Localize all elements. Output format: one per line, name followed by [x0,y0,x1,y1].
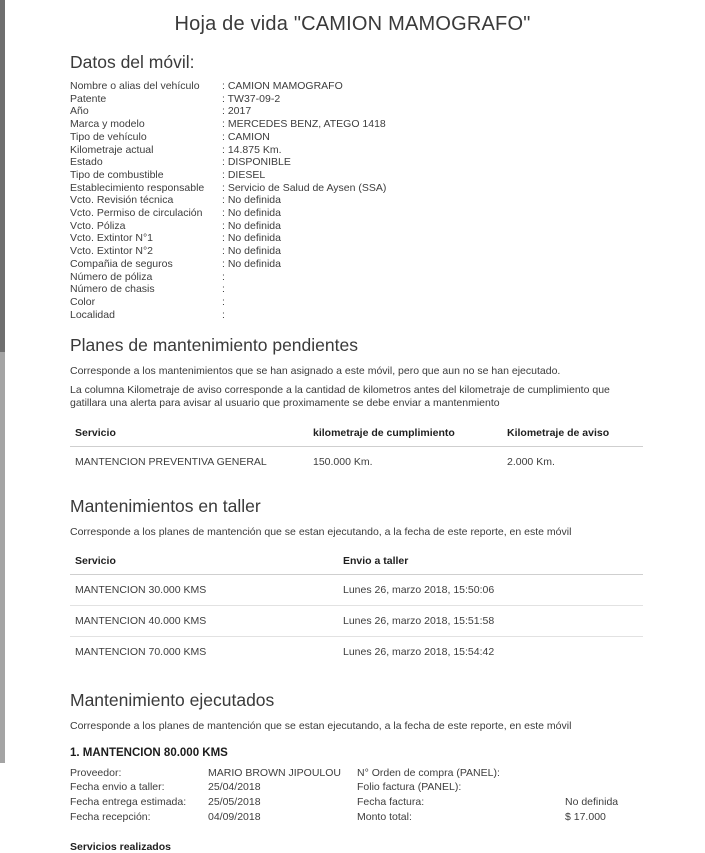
detail-row [70,795,643,810]
detail-row [70,780,643,795]
scrollbar-track[interactable] [0,0,5,763]
section-pending-maintenance [70,334,643,477]
executed-maintenance-heading: Mantenimiento ejecutados [70,690,275,711]
field-value: : [222,308,225,321]
column-header-km-aviso: Kilometraje de aviso [502,420,643,447]
field-label: Compañia de seguros [70,257,173,270]
table-row [70,637,643,668]
cell-servicio: MANTENCION 40.000 KMS [70,606,338,637]
field-value: : CAMION [222,130,270,143]
vehicle-data-row [70,156,643,169]
field-label: Marca y modelo [70,118,145,131]
vehicle-data-heading: Datos del móvil: [70,52,195,72]
field-label: Vcto. Póliza [70,219,126,232]
cell-km-aviso: 2.000 Km. [507,455,555,468]
cell-envio-taller: Lunes 26, marzo 2018, 15:50:06 [343,584,495,597]
detail-value: $ 17.000 [565,810,606,823]
section-executed-maintenance [70,689,643,853]
field-label: Color [70,295,96,308]
vehicle-data-row [70,296,643,309]
field-label: Estado [70,156,103,169]
field-label: Número de chasis [70,283,155,296]
field-value: : TW37-09-2 [222,92,281,105]
field-value: : [222,283,225,296]
field-value: : Servicio de Salud de Aysen (SSA) [222,181,387,194]
vehicle-data-row [70,258,643,271]
vehicle-data-row [70,309,643,322]
in-workshop-heading: Mantenimientos en taller [70,495,261,516]
table-header-row [70,420,643,447]
field-value: : 2017 [222,105,252,118]
field-value: : No definida [222,219,281,232]
cell-km-cumplimiento: 150.000 Km. [313,455,373,468]
field-label: Tipo de combustible [70,168,164,181]
detail-value: 25/05/2018 [208,796,261,809]
report-body [70,51,643,853]
field-label: Año [70,105,89,118]
field-label: Nombre o alias del vehículo [70,80,200,92]
field-label: Vcto. Extintor N°2 [70,245,153,258]
field-label: Patente [70,92,107,105]
detail-value: 25/04/2018 [208,781,261,794]
page-title: Hoja de vida "CAMION MAMOGRAFO" [174,13,531,35]
services-performed-heading: Servicios realizados [70,841,171,853]
vehicle-data-row [70,144,643,157]
detail-value [565,780,643,795]
detail-label: N° Orden de compra (PANEL): [357,766,500,779]
field-label: Localidad [70,308,115,321]
cell-servicio: MANTENCION PREVENTIVA GENERAL [75,455,267,468]
field-value: : MERCEDES BENZ, ATEGO 1418 [222,118,386,131]
scrollbar-thumb[interactable] [0,0,5,352]
cell-envio-taller: Lunes 26, marzo 2018, 15:54:42 [338,637,643,668]
detail-label: Fecha entrega estimada: [70,796,187,809]
field-value: : No definida [222,207,281,220]
pending-maintenance-note: La columna Kilometraje de aviso corresponde a la cantidad de kilometros antes del kilometraje de cumplimiento que gatillara una alerta para avisar al usuario que proximamente se debe enviar a mantenmiento [70,383,610,410]
detail-label: Fecha factura: [357,796,425,809]
vehicle-data-row [70,105,643,118]
vehicle-data-row [70,80,643,93]
vehicle-data-row [70,207,643,220]
field-value: : No definida [222,257,281,270]
pending-maintenance-table [70,420,643,477]
vehicle-data-list [70,80,643,321]
detail-value: MARIO BROWN JIPOULOU [208,766,342,779]
vehicle-data-row [70,232,643,245]
field-label: Vcto. Extintor N°1 [70,232,153,245]
detail-label: Fecha recepción: [70,810,151,823]
field-value: : No definida [222,194,281,207]
vehicle-data-row [70,220,643,233]
table-header-row [70,548,643,575]
field-value: : DISPONIBLE [222,156,291,169]
detail-row [70,810,643,825]
field-label: Vcto. Permiso de circulación [70,207,203,220]
executed-item-title: 1. MANTENCION 80.000 KMS [70,746,228,759]
vehicle-data-row [70,283,643,296]
field-value: : DIESEL [222,168,266,181]
cell-servicio: MANTENCION 70.000 KMS [70,637,338,668]
detail-value [565,766,643,781]
in-workshop-table [70,548,643,667]
field-label: Establecimiento responsable [70,181,205,194]
detail-label: Monto total: [357,810,412,823]
field-value: : CAMION MAMOGRAFO [222,80,343,92]
column-header-km-cumplimiento: kilometraje de cumplimiento [308,420,502,447]
vehicle-data-row [70,271,643,284]
vehicle-data-row [70,169,643,182]
table-row [70,606,643,637]
detail-value: No definida [565,796,619,809]
cell-servicio: MANTENCION 30.000 KMS [75,584,207,597]
field-value: : 14.875 Km. [222,143,282,156]
field-label: Kilometraje actual [70,143,154,156]
section-in-workshop [70,495,643,668]
pending-maintenance-description: Corresponde a los mantenimientos que se han asignado a este móvil, pero que aun no se han ejecutado. [70,365,561,378]
detail-row [70,766,643,781]
executed-item-details [70,766,643,824]
section-vehicle-data [70,51,643,321]
vehicle-data-row [70,182,643,195]
table-row [70,446,643,477]
field-value: : No definida [222,245,281,258]
detail-label: Folio factura (PANEL): [357,781,462,794]
field-label: Vcto. Revisión técnica [70,194,174,207]
vehicle-data-row [70,194,643,207]
in-workshop-description: Corresponde a los planes de mantención que se estan ejecutando, a la fecha de este reporte, en este móvil [70,525,572,538]
column-header-servicio: Servicio [70,420,308,447]
field-label: Número de póliza [70,270,153,283]
column-header-envio-taller: Envio a taller [338,548,643,575]
detail-label: Proveedor: [70,766,122,779]
vehicle-data-row [70,131,643,144]
vehicle-data-row [70,93,643,106]
cell-envio-taller: Lunes 26, marzo 2018, 15:51:58 [338,606,643,637]
vehicle-data-row [70,245,643,258]
executed-maintenance-description: Corresponde a los planes de mantención que se estan ejecutando, a la fecha de este reporte, en este móvil [70,720,572,733]
vehicle-data-row [70,118,643,131]
table-row [70,575,643,606]
field-value: : [222,270,225,283]
detail-value: 04/09/2018 [208,810,261,823]
detail-label: Fecha envio a taller: [70,781,165,794]
pending-maintenance-heading: Planes de mantenimiento pendientes [70,335,358,356]
field-value: : No definida [222,232,281,245]
field-label: Tipo de vehículo [70,130,147,143]
column-header-servicio: Servicio [70,548,338,575]
field-value: : [222,295,225,308]
